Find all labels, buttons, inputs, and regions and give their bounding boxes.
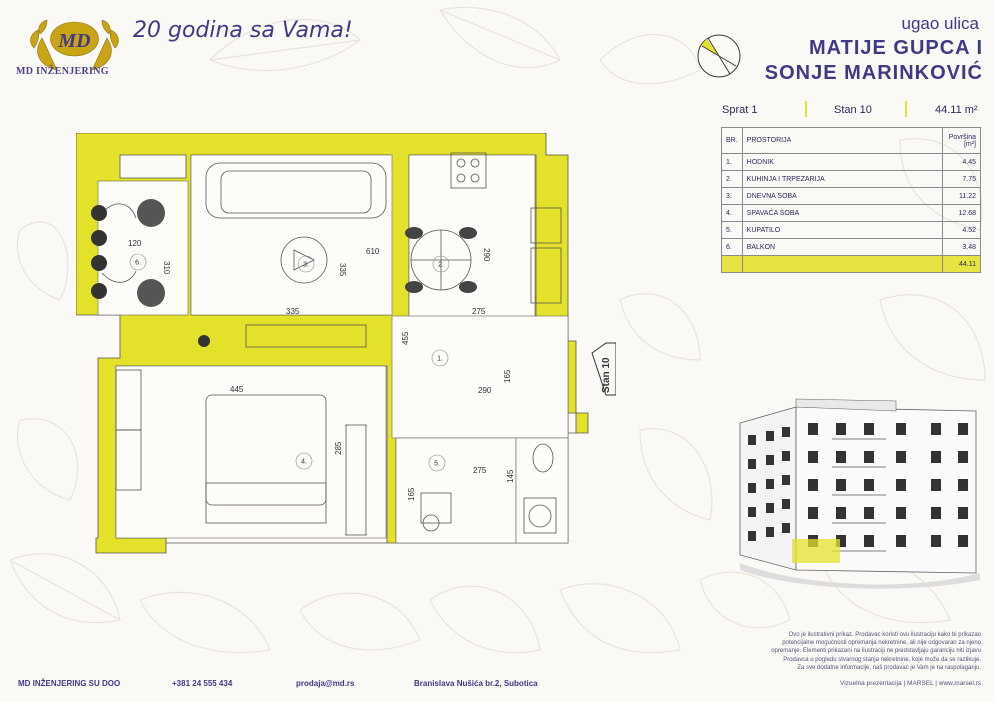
room-number-5: 5. <box>434 460 440 468</box>
header-room: PROSTORIJA <box>742 128 942 154</box>
header-area: Površina [m²] <box>943 128 981 154</box>
dim-bath-h: 145 <box>506 469 515 483</box>
address-intro: ugao ulica <box>901 14 979 33</box>
dim-kitchen-w: 275 <box>472 307 486 316</box>
floor-label: Sprat 1 <box>722 104 758 116</box>
dim-bed-w: 445 <box>230 385 244 394</box>
footer-company: MD INŽENJERING SU DOO <box>18 679 121 688</box>
dim-bath-w: 275 <box>473 466 487 475</box>
dim-hall-h: 455 <box>401 331 410 345</box>
footer-phone[interactable]: +381 24 555 434 <box>172 679 233 688</box>
address-line-1: MATIJE GUPCA I <box>808 37 983 59</box>
divider <box>805 101 807 117</box>
brand-name: MD INŽENJERING <box>16 66 109 77</box>
table-total-row <box>722 256 981 273</box>
table-row: 2. KUHINJA I TRPEZARIJA 7.75 <box>722 171 981 188</box>
room-number-2: 2. <box>438 261 444 269</box>
area-label: 44.11 m² <box>935 104 978 116</box>
compass-icon <box>696 33 742 79</box>
dim-bath-shower: 165 <box>407 487 416 501</box>
svg-text:MD: MD <box>58 30 91 52</box>
header-num: BR. <box>722 128 743 154</box>
unit-info-bar <box>722 101 987 121</box>
table-row: 3. DNEVNA SOBA 11.22 <box>722 188 981 205</box>
dim-hall-side: 165 <box>503 369 512 383</box>
footer-address: Branislava Nušića br.2, Subotica <box>414 679 538 688</box>
total-area: 44.11 <box>943 256 981 273</box>
dim-hall-w: 290 <box>478 386 492 395</box>
dim-kitchen-h: 290 <box>482 248 491 262</box>
room-number-6: 6. <box>135 259 141 267</box>
address-line-2: SONJE MARINKOVIĆ <box>764 62 983 84</box>
floor-plan <box>76 133 616 568</box>
footer-email[interactable]: prodaja@md.rs <box>296 679 355 688</box>
slogan: 20 godina sa Vama! <box>133 18 353 43</box>
table-row: 6. BALKON 3.48 <box>722 239 981 256</box>
dim-living-w: 610 <box>366 247 380 256</box>
dim-bed-h: 285 <box>334 441 343 455</box>
divider <box>905 101 907 117</box>
room-number-3: 3. <box>303 261 309 269</box>
disclaimer: Ovo je ilustrativni prikaz. Prodavac koristi ovu ilustraciju kako bi prikazao potencijalne mogućnosti opremanja nekretnine, ali nije odgovaran za njeno opremanje. Elementi prikazani na ilustraciji ne predstavljaju garanciju niti izjavu Prodavca u pogledu stvarnog stanja nekretnine, koje može da se razlikuje. Za sve dodatne informacije, naš prodavac je Vam je na raspolaganju. <box>771 632 981 671</box>
dim-balcony-h: 310 <box>162 261 171 275</box>
dim-balcony-w: 120 <box>128 239 142 248</box>
credit-line: Vizuelna prezentacija | MARSEL | www.marsel.rs <box>839 680 981 687</box>
room-number-1: 1. <box>437 355 443 363</box>
dim-living-lower: 335 <box>286 307 300 316</box>
rooms-table <box>721 127 981 273</box>
building-render <box>736 395 981 590</box>
room-number-4: 4. <box>301 458 307 466</box>
table-row: 5. KUPATILO 4.52 <box>722 222 981 239</box>
dim-living-h: 335 <box>338 263 347 277</box>
apartment-label: Stan 10 <box>834 104 872 116</box>
table-row: 4. SPAVAĆA SOBA 12.68 <box>722 205 981 222</box>
unit-entrance-label: Stan 10 <box>601 357 612 393</box>
table-row: 1. HODNIK 4.45 <box>722 154 981 171</box>
table-header-row <box>722 128 981 154</box>
